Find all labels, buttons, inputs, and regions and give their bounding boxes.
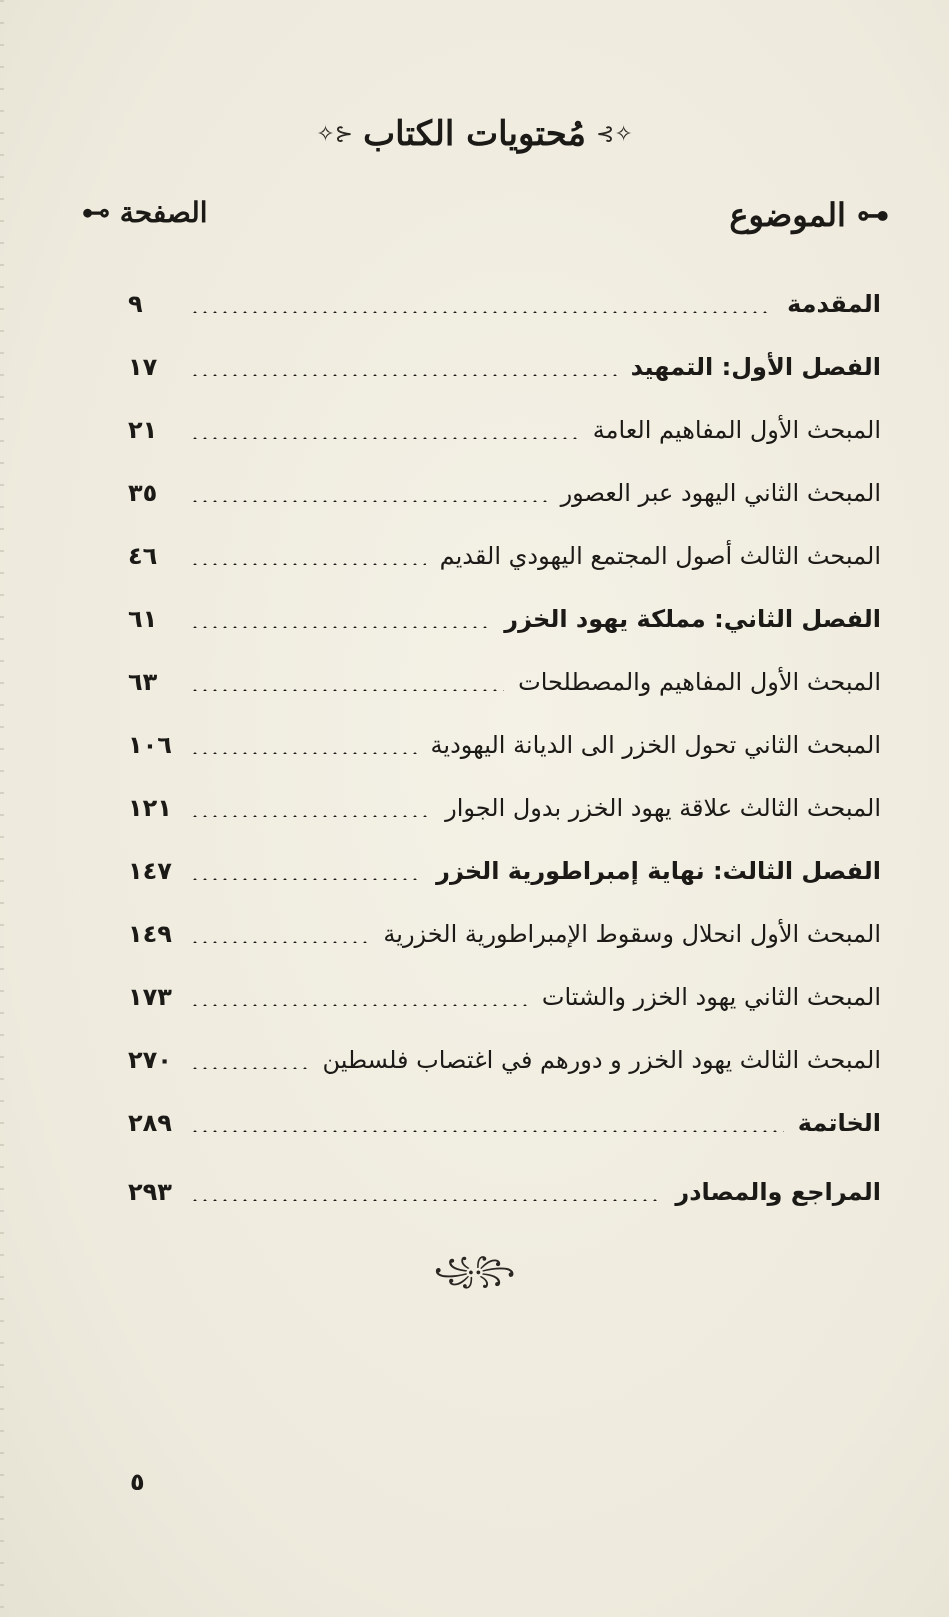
header-ornament-right: ✧⊱: [595, 121, 633, 147]
toc-entry-title: المبحث الثاني اليهود عبر العصور: [560, 478, 881, 507]
toc-entry-title: الفصل الثالث: نهاية إمبراطورية الخزر: [436, 856, 881, 885]
toc-entry: [128, 335, 881, 398]
toc-entry-title: الفصل الثاني: مملكة يهود الخزر: [504, 604, 881, 633]
toc-entry-title: المبحث الثاني تحول الخزر الى الديانة اليهودية: [430, 730, 881, 759]
toc-entry-title: المبحث الأول المفاهيم العامة: [592, 415, 881, 444]
toc-entry-page: ٤٦: [128, 541, 158, 570]
dot-leader: [190, 1067, 308, 1069]
toc-entry-title: المبحث الثالث يهود الخزر و دورهم في اغتصاب فلسطين: [322, 1045, 881, 1074]
toc-entry-page: ١٤٩: [128, 919, 172, 948]
toc-entry-title: المبحث الثاني يهود الخزر والشتات: [541, 982, 881, 1011]
toc-entry: [128, 965, 881, 1028]
toc-entry: [128, 1091, 881, 1154]
toc-entry-page: ٢٨٩: [128, 1108, 172, 1137]
toc-entry-title: المقدمة: [787, 289, 881, 318]
toc-entry-page: ٣٥: [128, 478, 158, 507]
column-headers: [0, 196, 949, 246]
toc-entry: [128, 902, 881, 965]
toc-list: [128, 272, 881, 1229]
dot-leader: [190, 626, 490, 628]
toc-entry-page: ٩: [128, 289, 143, 318]
toc-entry-page: ١٢١: [128, 793, 172, 822]
toc-entry-page: ٢٧٠: [128, 1045, 172, 1074]
header-ornament-left: ⊰✧: [316, 121, 354, 147]
toc-entry-title: الخاتمة: [797, 1108, 881, 1137]
toc-entry-page: ٦٣: [128, 667, 158, 696]
dot-leader: [190, 689, 504, 691]
toc-entry-page: ١٧٣: [128, 982, 172, 1011]
toc-entry-page: ١٤٧: [128, 856, 172, 885]
toc-entry: [128, 650, 881, 713]
dot-leader: [190, 311, 773, 313]
toc-entry-title: المبحث الأول المفاهيم والمصطلحات: [518, 667, 881, 696]
toc-entry: [128, 713, 881, 776]
toc-entry: [128, 1154, 881, 1229]
toc-entry-page: ١٧: [128, 352, 158, 381]
end-ornament: ꧁꧂: [433, 1256, 516, 1286]
dot-leader: [190, 1199, 661, 1201]
toc-entry: [128, 461, 881, 524]
dot-leader: [190, 1130, 784, 1132]
dot-leader: [190, 752, 417, 754]
toc-entry: [128, 272, 881, 335]
page-title: مُحتويات الكتاب: [363, 114, 586, 154]
toc-entry-title: المبحث الأول انحلال وسقوط الإمبراطورية الخزرية: [383, 919, 881, 948]
toc-entry-title: المبحث الثالث أصول المجتمع اليهودي القديم: [439, 541, 881, 570]
dot-leader: [190, 374, 617, 376]
dot-leader: [190, 500, 547, 502]
toc-entry-title: المراجع والمصادر: [675, 1177, 881, 1206]
dot-leader: [190, 941, 369, 943]
dot-leader: [190, 563, 426, 565]
toc-entry-page: ٢٩٣: [128, 1177, 172, 1206]
toc-entry-title: المبحث الثالث علاقة يهود الخزر بدول الجوار: [445, 793, 881, 822]
toc-entry-page: ٦١: [128, 604, 158, 633]
toc-entry: [128, 1028, 881, 1091]
dot-leader: [190, 1004, 528, 1006]
page-column-header: الصفحة ⊶: [82, 196, 208, 229]
topic-column-header: ⊷ الموضوع: [729, 196, 889, 234]
contents-header: [0, 104, 949, 164]
toc-entry: [128, 398, 881, 461]
toc-entry: [128, 587, 881, 650]
toc-entry: [128, 524, 881, 587]
toc-entry-page: ١٠٦: [128, 730, 172, 759]
toc-entry-title: الفصل الأول: التمهيد: [630, 352, 881, 381]
toc-entry: [128, 839, 881, 902]
dot-leader: [190, 437, 579, 439]
toc-entry-page: ٢١: [128, 415, 158, 444]
page-number: ٥: [130, 1468, 145, 1496]
dot-leader: [190, 878, 422, 880]
dot-leader: [190, 815, 431, 817]
toc-entry: [128, 776, 881, 839]
